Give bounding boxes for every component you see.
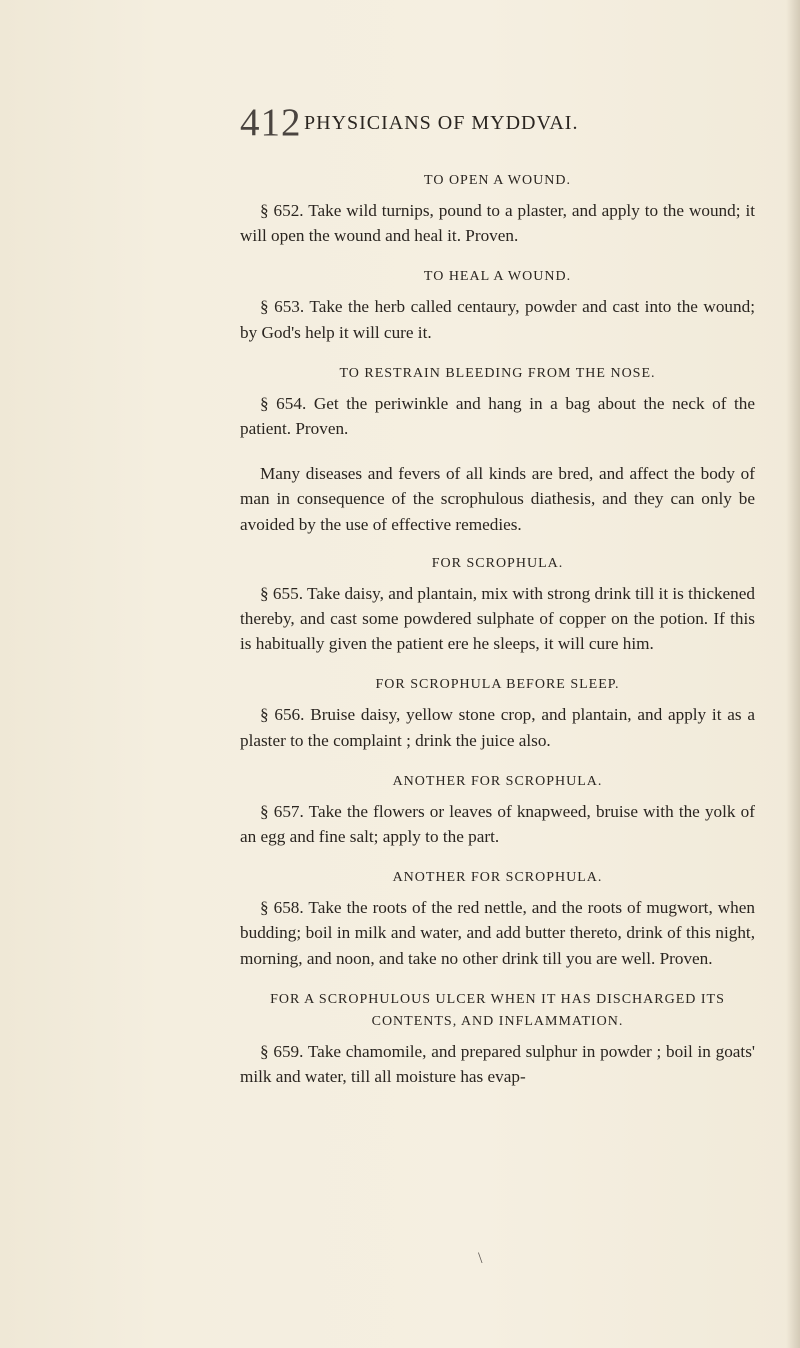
section-paragraph: § 659. Take chamomile, and prepared sulphur in powder ; boil in goats' milk and water, till all moisture has evap-: [240, 1041, 755, 1087]
page-edge-shadow: [786, 0, 800, 1348]
section-heading: FOR A SCROPHULOUS ULCER WHEN IT HAS DISCHARGED ITS CONTENTS, AND INFLAMMATION.: [270, 991, 725, 1029]
stray-mark: \: [478, 1250, 483, 1267]
section-heading: TO HEAL A WOUND.: [423, 269, 572, 285]
section-paragraph: § 652. Take wild turnips, pound to a plaster, and apply to the wound; it will open the wound and heal it. Proven.: [240, 201, 755, 246]
section-paragraph: § 656. Bruise daisy, yellow stone crop, and plantain, and apply it as a plaster to the complaint ; drink the juice also.: [240, 705, 755, 750]
running-head: [240, 100, 780, 160]
section-paragraph: § 655. Take daisy, and plantain, mix with strong drink till it is thickened thereby, and cast some powdered sulphate of copper on the potion. If this is habitually given the patient ere he sleeps, it will cure him.: [240, 583, 755, 654]
section-paragraph: § 657. Take the flowers or leaves of knapweed, bruise with the yolk of an egg and fine salt; apply to the part.: [240, 801, 755, 847]
section-heading: ANOTHER FOR SCROPHULA.: [392, 870, 603, 886]
page-number: 412: [240, 101, 302, 144]
section-paragraph: § 654. Get the periwinkle and hang in a bag about the neck of the patient. Proven.: [240, 393, 755, 439]
section-heading: FOR SCROPHULA BEFORE SLEEP.: [375, 677, 620, 693]
page-content: [240, 170, 755, 1089]
section-heading: TO OPEN A WOUND.: [424, 173, 571, 188]
section-heading: TO RESTRAIN BLEEDING FROM THE NOSE.: [339, 365, 656, 381]
section-heading: FOR SCROPHULA.: [431, 555, 564, 571]
section-paragraph: § 653. Take the herb called centaury, powder and cast into the wound; by God's help it will cure it.: [240, 297, 755, 342]
intro-paragraph: Many diseases and fevers of all kinds are bred, and affect the body of man in consequence of the scrophulous diathesis, and they can only be avoided by the use of effective remedies.: [240, 464, 755, 534]
section-paragraph: § 658. Take the roots of the red nettle, and the roots of mugwort, when budding; boil in milk and water, and add butter thereto, drink of this night, morning, and noon, and take no other drink till you are well. Proven.: [240, 898, 755, 968]
page-title: PHYSICIANS OF MYDDVAI.: [304, 112, 579, 134]
section-heading: ANOTHER FOR SCROPHULA.: [392, 773, 603, 789]
